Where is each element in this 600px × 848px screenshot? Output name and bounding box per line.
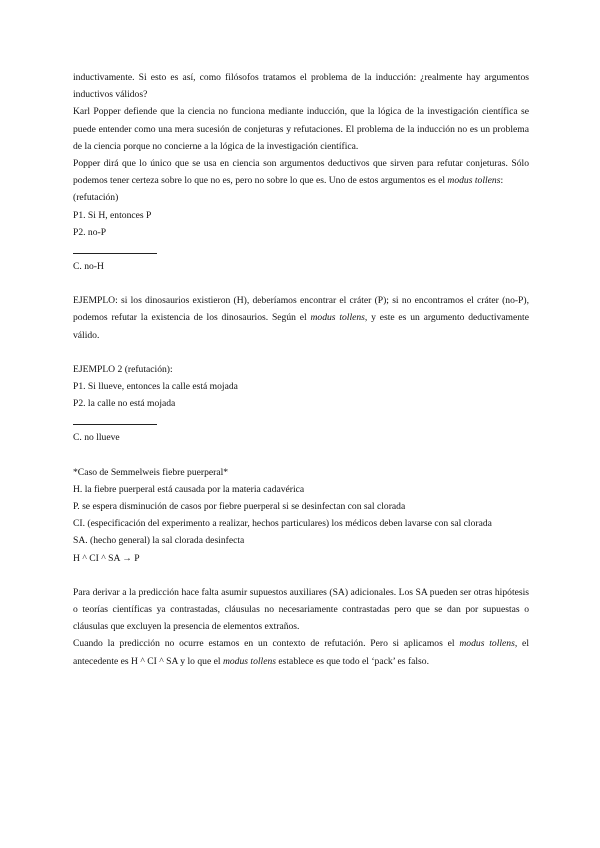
example-2-conclusion: C. no llueve (73, 432, 120, 444)
popper-deductive-paragraph (73, 155, 529, 189)
modus-tollens-term: modus tollens (447, 175, 501, 187)
popper-deductive-text: Popper dirá que lo único que se usa en ciencia son argumentos deductivos que sirven para refutar conjeturas. Sólo podemos tener certeza sobre lo que no es, pero no sobre lo que es. Uno de estos argumentos es el (73, 158, 529, 187)
conclusion: C. no-H (73, 261, 104, 273)
modus-tollens-term: modus tollens (459, 638, 515, 650)
modus-tollens-term: modus tollens (222, 655, 276, 667)
spacer (73, 567, 529, 584)
case-title: *Caso de Semmelweis fiebre puerperal* (73, 466, 229, 478)
example-2-premise-2: P2. la calle no está mojada (73, 398, 176, 410)
case-auxiliary-assumption: SA. (hecho general) la sal clorada desinfecta (73, 535, 245, 547)
case-initial-conditions: CI. (especificación del experimento a realizar, hechos particulares) los médicos deben lavarse con sal clorada (73, 518, 492, 530)
spacer (73, 447, 529, 464)
popper-paragraph: Karl Popper defiende que la ciencia no funciona mediante inducción, que la lógica de la investigación científica se puede entender como una mera sucesión de conjeturas y refutaciones. El problema de la inducción no es un problema de la ciencia porque no concierne a la lógica de la investigación científica. (73, 106, 529, 152)
spacer (73, 275, 529, 292)
popper-deductive-colon: : (500, 175, 504, 187)
refutation-label: (refutación) (73, 192, 119, 204)
example-1-text: EJEMPLO: si los dinosaurios existieron (H), deberíamos encontrar el cráter (P); si no encontramos el cráter (no-P), podemos refutar la existencia de los dinosaurios. Según el (73, 295, 529, 324)
intro-paragraph: inductivamente. Si esto es así, como filósofos tratamos el problema de la inducción: ¿realmente hay argumentos inductivos válidos? (73, 72, 529, 101)
case-hypothesis: H. la fiebre puerperal está causada por la materia cadavérica (73, 483, 305, 495)
example-1-text-end: , y este es un argumento deductivamente válido. (73, 312, 529, 341)
example-1-paragraph (73, 292, 529, 344)
example-2-premise-1: P1. Si llueve, entonces la calle está mojada (73, 381, 238, 393)
final-text-end: establece es que todo el ‘pack’ es falso. (276, 655, 429, 667)
case-formula: H ^ CI ^ SA → P (73, 552, 140, 564)
conclusion-divider (73, 253, 157, 254)
modus-tollens-term: modus tollens (310, 312, 365, 324)
example-2-divider (73, 424, 157, 425)
premise-1: P1. Si H, entonces P (73, 209, 152, 221)
premise-2: P2. no-P (73, 226, 107, 238)
document-body (73, 69, 529, 670)
final-text-mid: , el antecedente es H ^ CI ^ SA y lo que el (73, 638, 529, 667)
final-paragraph (73, 635, 529, 669)
final-text: Cuando la predicción no ocurre estamos en un contexto de refutación. Pero si aplicamos el (73, 638, 460, 650)
example-2-title: EJEMPLO 2 (refutación): (73, 363, 173, 375)
spacer (73, 344, 529, 361)
auxiliary-assumptions-paragraph: Para derivar a la predicción hace falta asumir supuestos auxiliares (SA) adicionales. Los SA pueden ser otras hipótesis o teorías científicas ya contrastadas, cláusulas no necesariamente contrastadas pero que se dan por supuestas o cláusulas que excluyen la presencia de elementos extraños. (73, 586, 529, 633)
case-prediction: P. se espera disminución de casos por fiebre puerperal si se desinfectan con sal clorada (73, 501, 406, 513)
